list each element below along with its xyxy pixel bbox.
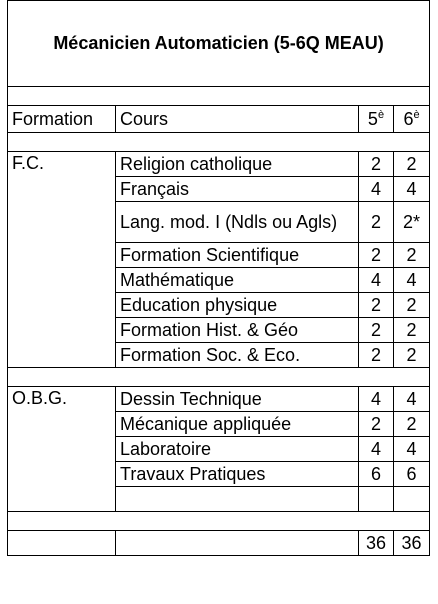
hours-6: 2*	[394, 202, 430, 243]
total-6: 36	[394, 531, 430, 556]
hours-5: 2	[359, 202, 394, 243]
hours-6: 2	[394, 243, 430, 268]
group-label-obg: O.B.G.	[8, 387, 116, 512]
course-name: Formation Hist. & Géo	[116, 318, 359, 343]
total-5: 36	[359, 531, 394, 556]
course-name: Travaux Pratiques	[116, 462, 359, 487]
course-name: Formation Soc. & Eco.	[116, 343, 359, 368]
hours-6: 2	[394, 343, 430, 368]
hours-5: 2	[359, 318, 394, 343]
hours-5: 4	[359, 387, 394, 412]
hours-6: 2	[394, 318, 430, 343]
course-name: Français	[116, 177, 359, 202]
table-row	[8, 387, 430, 412]
group-label-fc: F.C.	[8, 152, 116, 368]
table-title: Mécanicien Automaticien (5-6Q MEAU)	[8, 1, 430, 87]
hours-6: 6	[394, 462, 430, 487]
course-name: Mécanique appliquée	[116, 412, 359, 437]
hours-5: 4	[359, 268, 394, 293]
hours-5: 2	[359, 293, 394, 318]
course-name: Formation Scientifique	[116, 243, 359, 268]
totals-row	[8, 531, 430, 556]
hours-6: 4	[394, 268, 430, 293]
hours-6: 2	[394, 293, 430, 318]
course-name: Laboratoire	[116, 437, 359, 462]
hours-6: 2	[394, 412, 430, 437]
course-schedule	[7, 0, 429, 556]
hours-5: 4	[359, 437, 394, 462]
hours-6: 4	[394, 437, 430, 462]
hours-5: 2	[359, 412, 394, 437]
hours-5: 2	[359, 152, 394, 177]
hours-6: 4	[394, 387, 430, 412]
course-name: Lang. mod. I (Ndls ou Agls)	[116, 202, 359, 243]
header-row	[8, 106, 430, 133]
header-year-6: $6^è$	[394, 106, 430, 133]
title-row	[8, 1, 430, 87]
course-name: Dessin Technique	[116, 387, 359, 412]
course-name: Mathématique	[116, 268, 359, 293]
hours-6: 4	[394, 177, 430, 202]
header-formation: Formation	[8, 106, 116, 133]
table-row	[8, 152, 430, 177]
hours-5: 2	[359, 343, 394, 368]
header-year-5: $5^è$	[359, 106, 394, 133]
header-cours: Cours	[116, 106, 359, 133]
hours-6: 2	[394, 152, 430, 177]
course-name: Education physique	[116, 293, 359, 318]
course-table	[7, 0, 430, 556]
hours-5: 4	[359, 177, 394, 202]
hours-5: 2	[359, 243, 394, 268]
course-name: Religion catholique	[116, 152, 359, 177]
hours-5: 6	[359, 462, 394, 487]
